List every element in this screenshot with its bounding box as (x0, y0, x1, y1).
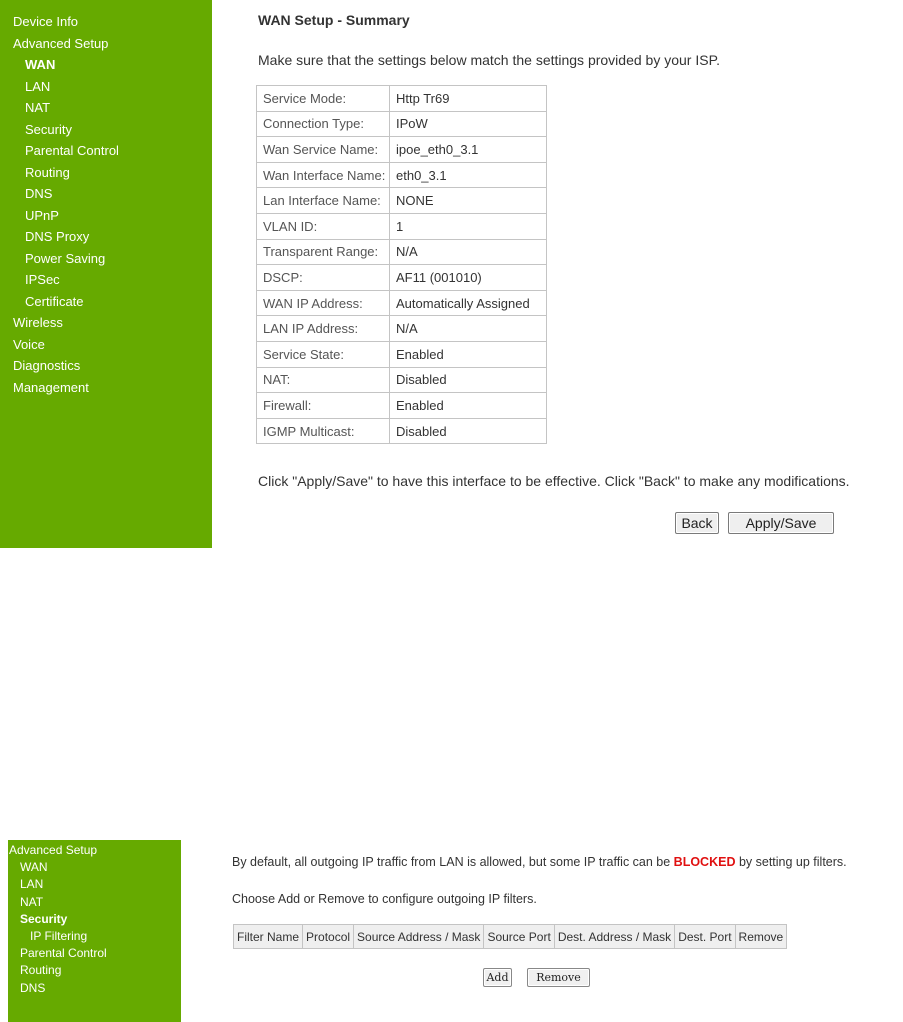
sidebar-item-wan[interactable]: WAN (20, 860, 48, 875)
sidebar-item-certificate[interactable]: Certificate (25, 293, 84, 309)
filter-table (233, 924, 787, 949)
table-row (257, 367, 547, 393)
filter-description-end: by setting up filters. (735, 855, 847, 869)
sidebar-item-nat[interactable]: NAT (25, 100, 51, 115)
row-label: Transparent Range: (257, 239, 390, 265)
row-value: Http Tr69 (390, 86, 547, 112)
sidebar-item-dns-proxy[interactable]: DNS Proxy (25, 229, 90, 244)
row-value: N/A (390, 239, 547, 265)
row-value: NONE (390, 188, 547, 214)
sidebar-item-dns[interactable]: DNS (20, 980, 46, 995)
row-value: IPoW (390, 111, 547, 137)
table-row (257, 265, 547, 291)
row-label: Connection Type: (257, 111, 390, 137)
sidebar-item-wireless[interactable]: Wireless (13, 315, 63, 330)
sidebar-item-advanced-setup[interactable]: Advanced Setup (13, 35, 109, 51)
sidebar-item-routing[interactable]: Routing (20, 963, 62, 978)
sidebar-item-upnp[interactable]: UPnP (25, 207, 59, 223)
sidebar-item-ipsec[interactable]: IPSec (25, 272, 60, 287)
row-label: LAN IP Address: (257, 316, 390, 342)
table-header-row (234, 925, 787, 949)
table-row (257, 137, 547, 163)
row-label: Wan Service Name: (257, 137, 390, 163)
blocked-text: BLOCKED (673, 855, 736, 869)
sidebar-item-power-saving[interactable]: Power Saving (25, 250, 106, 266)
col-remove: Remove (735, 925, 787, 949)
row-label: VLAN ID: (257, 213, 390, 239)
table-row (257, 316, 547, 342)
sidebar-item-dns[interactable]: DNS (25, 186, 53, 201)
intro-text: Make sure that the settings below match the settings provided by your ISP. (258, 52, 720, 68)
row-value: eth0_3.1 (390, 162, 547, 188)
row-label: Lan Interface Name: (257, 188, 390, 214)
sidebar-item-security[interactable]: Security (25, 121, 72, 137)
page-title: WAN Setup - Summary (258, 12, 410, 28)
table-row (257, 111, 547, 137)
row-label: DSCP: (257, 265, 390, 291)
table-row (257, 86, 547, 112)
sidebar-item-nat[interactable]: NAT (20, 894, 44, 909)
col-protocol: Protocol (303, 925, 354, 949)
row-label: IGMP Multicast: (257, 418, 390, 444)
table-row (257, 341, 547, 367)
summary-table (256, 85, 547, 444)
col-dest-address-mask: Dest. Address / Mask (554, 925, 674, 949)
table-row (257, 188, 547, 214)
row-value: Disabled (390, 418, 547, 444)
row-value: Enabled (390, 341, 547, 367)
col-source-port: Source Port (484, 925, 554, 949)
sidebar-item-voice[interactable]: Voice (13, 336, 45, 352)
remove-button[interactable]: Remove (527, 968, 590, 987)
row-label: Service State: (257, 341, 390, 367)
table-row (257, 162, 547, 188)
row-value: Disabled (390, 367, 547, 393)
row-value: Enabled (390, 393, 547, 419)
row-label: Wan Interface Name: (257, 162, 390, 188)
filter-description-start: By default, all outgoing IP traffic from LAN is allowed, but some IP traffic can be (232, 855, 674, 869)
row-label: Firewall: (257, 393, 390, 419)
row-value: Automatically Assigned (390, 290, 547, 316)
row-value: N/A (390, 316, 547, 342)
sidebar-item-advanced-setup[interactable]: Advanced Setup (9, 843, 98, 857)
apply-note: Click "Apply/Save" to have this interface to be effective. Click "Back" to make any modifications. (258, 473, 850, 489)
sidebar-item-lan[interactable]: LAN (20, 877, 44, 892)
sidebar-item-management[interactable]: Management (13, 379, 89, 395)
sidebar-bottom (8, 840, 181, 1022)
table-row (257, 418, 547, 444)
sidebar-item-wan[interactable]: WAN (25, 57, 56, 72)
sidebar-item-routing[interactable]: Routing (25, 164, 70, 180)
row-value: ipoe_eth0_3.1 (390, 137, 547, 163)
table-row (257, 213, 547, 239)
sidebar-item-parental-control[interactable]: Parental Control (20, 946, 107, 961)
row-value: 1 (390, 213, 547, 239)
table-row (257, 290, 547, 316)
sidebar-item-lan[interactable]: LAN (25, 78, 51, 94)
sidebar-item-device-info[interactable]: Device Info (13, 14, 79, 29)
add-button[interactable]: Add (483, 968, 512, 987)
back-button[interactable]: Back (675, 512, 719, 534)
filter-instruction: Choose Add or Remove to configure outgoing IP filters. (232, 892, 537, 906)
row-label: Service Mode: (257, 86, 390, 112)
row-label: NAT: (257, 367, 390, 393)
sidebar-item-ip-filtering[interactable]: IP Filtering (30, 929, 88, 944)
col-filter-name: Filter Name (234, 925, 303, 949)
row-value: AF11 (001010) (390, 265, 547, 291)
filter-description (232, 855, 847, 869)
table-row (257, 393, 547, 419)
sidebar-item-security[interactable]: Security (20, 911, 68, 926)
row-label: WAN IP Address: (257, 290, 390, 316)
table-row (257, 239, 547, 265)
col-dest-port: Dest. Port (675, 925, 735, 949)
col-source-address-mask: Source Address / Mask (354, 925, 484, 949)
sidebar-item-diagnostics[interactable]: Diagnostics (13, 358, 81, 373)
sidebar-top (0, 0, 212, 548)
sidebar-item-parental-control[interactable]: Parental Control (25, 143, 119, 158)
apply-save-button[interactable]: Apply/Save (728, 512, 834, 534)
